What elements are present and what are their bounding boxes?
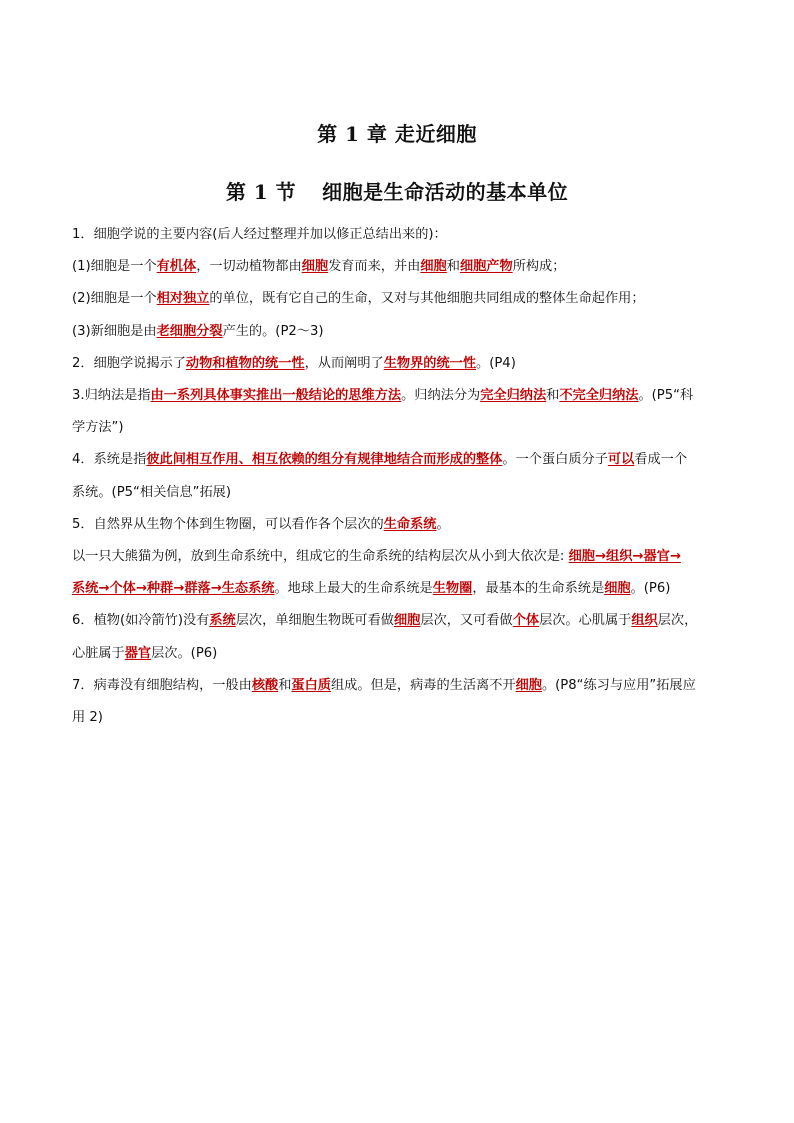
text-segment: 4．系统是指 bbox=[72, 452, 147, 468]
text-segment: 看成一个 bbox=[634, 452, 688, 468]
text-segment: 。 bbox=[436, 516, 450, 532]
text-segment: 系统。(P5“相关信息”拓展) bbox=[72, 484, 231, 500]
text-line bbox=[72, 638, 734, 670]
text-segment: 心脏属于 bbox=[72, 645, 125, 661]
section-name: 细胞是生命活动的基本单位 bbox=[322, 180, 569, 204]
text-line bbox=[72, 670, 734, 702]
text-segment: 。一个蛋白质分子 bbox=[502, 452, 608, 468]
keyword-answer: → bbox=[135, 581, 147, 597]
text-line bbox=[72, 477, 734, 509]
keyword-answer: 生物界的统一性 bbox=[383, 355, 477, 371]
keyword-answer: 个体 bbox=[109, 581, 136, 597]
text-segment: 5．自然界从生物个体到生物圈，可以看作各个层次的 bbox=[72, 516, 384, 532]
keyword-answer: → bbox=[98, 581, 110, 597]
section-number: 第 1 节 bbox=[225, 180, 297, 204]
keyword-answer: 细胞 bbox=[301, 259, 329, 275]
text-line bbox=[72, 316, 734, 348]
keyword-answer: 系统 bbox=[72, 581, 99, 597]
text-segment: 产生的。(P2～3) bbox=[222, 323, 324, 339]
keyword-answer: 种群 bbox=[146, 581, 174, 597]
text-segment: 层次，单细胞生物既可看做 bbox=[235, 613, 394, 629]
keyword-answer: 细胞 bbox=[394, 613, 421, 629]
text-segment: 以一只大熊猫为例，放到生命系统中，组成它的生命系统的结构层次从小到大依次是: bbox=[72, 549, 569, 565]
text-line bbox=[72, 283, 734, 315]
keyword-answer: 生态系统 bbox=[221, 581, 275, 597]
keyword-answer: 可以 bbox=[607, 452, 635, 468]
keyword-answer: 个体 bbox=[512, 613, 540, 629]
text-segment: 用 2) bbox=[72, 710, 103, 726]
text-line bbox=[72, 605, 734, 637]
text-segment: 层次， bbox=[657, 613, 698, 629]
keyword-answer: 细胞 bbox=[604, 581, 631, 597]
text-segment: 和 bbox=[278, 677, 292, 693]
text-segment: ，最基本的生命系统是 bbox=[472, 581, 605, 597]
text-segment: 。(P5“科 bbox=[638, 388, 694, 404]
keyword-answer: 器官 bbox=[124, 645, 152, 661]
text-segment: 发育而来，并由 bbox=[328, 259, 421, 275]
keyword-answer: 群落 bbox=[184, 581, 211, 597]
keyword-answer: 完全归纳法 bbox=[480, 388, 547, 404]
text-segment: 所构成； bbox=[512, 259, 566, 275]
keyword-answer: 彼此间相互作用、相互依赖的组分有规律地结合而形成的整体 bbox=[146, 452, 503, 468]
keyword-answer: 生物圈 bbox=[432, 581, 473, 597]
keyword-answer: → bbox=[173, 581, 185, 597]
text-segment: 层次。(P6) bbox=[151, 645, 218, 661]
text-segment: 和 bbox=[446, 259, 460, 275]
text-segment: ，一切动植物都由 bbox=[196, 259, 302, 275]
keyword-answer: 细胞产物 bbox=[459, 259, 513, 275]
text-line bbox=[72, 573, 734, 605]
text-segment: (3)新细胞是由 bbox=[72, 323, 157, 339]
text-line bbox=[72, 541, 734, 573]
keyword-answer: 相对独立 bbox=[156, 291, 210, 307]
keyword-answer: 动物和植物的统一性 bbox=[185, 355, 305, 371]
keyword-answer: 蛋白质 bbox=[291, 677, 331, 693]
keyword-answer: 组织 bbox=[606, 549, 633, 565]
keyword-answer: 由一系列具体事实推出一般结论的思维方法 bbox=[150, 388, 402, 404]
text-line bbox=[72, 412, 734, 444]
keyword-answer: 系统 bbox=[209, 613, 236, 629]
text-segment: 。归纳法分为 bbox=[401, 388, 481, 404]
text-segment: 和 bbox=[546, 388, 560, 404]
keyword-answer: 生命系统 bbox=[383, 516, 437, 532]
text-line bbox=[72, 251, 734, 283]
chapter-title: 第 1 章 走近细胞 bbox=[317, 122, 477, 146]
keyword-answer: 器官 bbox=[643, 549, 670, 565]
text-segment: (2)细胞是一个 bbox=[72, 291, 157, 307]
text-segment: 3.归纳法是指 bbox=[72, 388, 151, 404]
text-line bbox=[72, 509, 734, 541]
keyword-answer: → bbox=[210, 581, 222, 597]
text-line bbox=[72, 380, 734, 412]
keyword-answer: 细胞 bbox=[420, 259, 447, 275]
keyword-answer: → bbox=[632, 549, 644, 565]
text-segment: 。(P6) bbox=[630, 581, 671, 597]
text-line bbox=[72, 444, 734, 476]
notes-body bbox=[72, 219, 734, 734]
keyword-answer: 细胞 bbox=[515, 677, 542, 693]
text-segment: 6．植物(如冷箭竹)没有 bbox=[72, 613, 210, 629]
text-segment: 的单位，既有它自己的生命，又对与其他细胞共同组成的整体生命起作用； bbox=[209, 291, 645, 307]
keyword-answer: 不完全归纳法 bbox=[559, 388, 639, 404]
keyword-answer: 细胞 bbox=[568, 549, 595, 565]
text-segment: 1．细胞学说的主要内容(后人经过整理并加以修正总结出来的)： bbox=[72, 227, 447, 242]
text-segment: ，从而阐明了 bbox=[304, 355, 384, 371]
text-segment: 组成。但是，病毒的生活离不开 bbox=[330, 677, 516, 693]
text-segment: 。(P8“练习与应用”拓展应 bbox=[541, 677, 696, 693]
section-title bbox=[0, 176, 794, 205]
keyword-answer: 老细胞分裂 bbox=[156, 323, 223, 339]
text-line bbox=[72, 348, 734, 380]
keyword-answer: 有机体 bbox=[156, 259, 197, 275]
keyword-answer: → bbox=[594, 549, 607, 565]
keyword-answer: 组织 bbox=[631, 613, 658, 629]
keyword-answer: 核酸 bbox=[251, 677, 279, 693]
text-segment: 层次，又可看做 bbox=[420, 613, 513, 629]
text-segment: 7．病毒没有细胞结构，一般由 bbox=[72, 677, 252, 693]
text-segment: 。(P4) bbox=[476, 355, 516, 371]
keyword-answer: → bbox=[669, 549, 681, 565]
text-segment: (1)细胞是一个 bbox=[72, 259, 157, 275]
text-segment: 学方法”) bbox=[72, 420, 124, 436]
text-line bbox=[72, 702, 734, 734]
text-segment: 2．细胞学说揭示了 bbox=[72, 355, 186, 371]
text-segment: 。地球上最大的生命系统是 bbox=[274, 581, 433, 597]
text-segment: 层次。心肌属于 bbox=[539, 613, 632, 629]
text-line bbox=[72, 219, 734, 251]
